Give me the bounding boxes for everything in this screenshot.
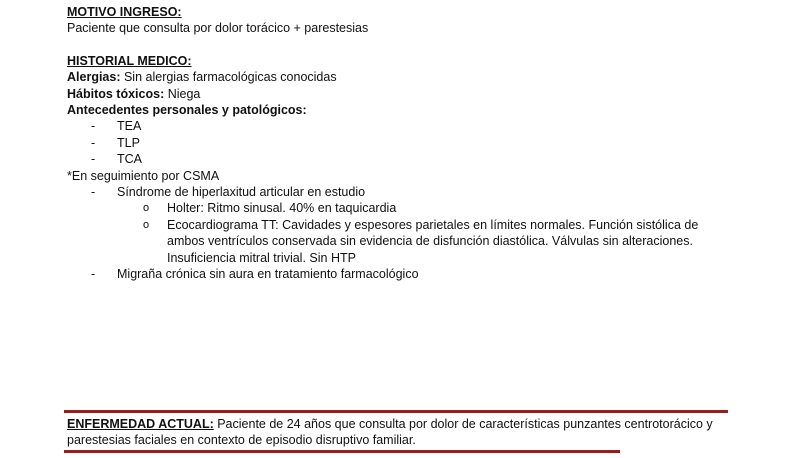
spacer (67, 37, 787, 53)
circle-bullet: o (143, 202, 150, 215)
antecedente-tlp: TLP (117, 135, 140, 150)
list-item (67, 200, 787, 216)
migrana-text: Migraña crónica sin aura en tratamiento farmacológico (117, 267, 419, 282)
antecedentes-list (67, 118, 787, 167)
habitos-line (67, 86, 787, 102)
habitos-label: Hábitos tóxicos: (67, 86, 165, 101)
historial-heading: HISTORIAL MEDICO: (67, 53, 192, 68)
antecedente-tea: TEA (117, 119, 142, 134)
list-item (67, 266, 787, 282)
alergias-line (67, 69, 787, 85)
antecedentes-label: Antecedentes personales y patológicos: (67, 103, 307, 118)
sindrome-text: Síndrome de hiperlaxitud articular en estudio (117, 185, 366, 200)
holter-text: Holter: Ritmo sinusal. 40% en taquicardia (167, 201, 397, 216)
migrana-list (67, 266, 787, 282)
csma-list (67, 184, 787, 200)
dash-bullet: - (91, 267, 96, 282)
list-item (67, 118, 787, 134)
enfermedad-text: Paciente de 24 años que consulta por dolor de características punzantes centrotorácico y parestesias faciales en contexto de episodio disruptivo familiar. (67, 417, 713, 448)
enfermedad-actual-paragraph (67, 416, 747, 449)
alergias-value: Sin alergias farmacológicas conocidas (120, 70, 337, 85)
antecedente-tca: TCA (117, 152, 142, 167)
dash-bullet: - (91, 135, 96, 150)
habitos-value: Niega (164, 86, 201, 101)
motivo-heading: MOTIVO INGRESO: (67, 5, 182, 19)
section-divider-top (64, 410, 728, 413)
dash-bullet: - (91, 185, 96, 200)
dash-bullet: - (91, 119, 96, 134)
sindrome-sublist (67, 200, 787, 266)
ecocardiograma-text: Ecocardiograma TT: Cavidades y espesores parietales en límites normales. Función sistólica de ambos ventrículos conservada sin evidencia de disfunción diastólica. Válvulas sin alteraciones. Insuficiencia mitral trivial. Sin HTP (167, 217, 699, 265)
seguimiento-line: *En seguimiento por CSMA (67, 168, 220, 183)
list-item (67, 151, 787, 167)
dash-bullet: - (91, 152, 96, 167)
list-item (67, 135, 787, 151)
clinical-document (67, 4, 787, 283)
list-item (67, 217, 727, 266)
motivo-text: Paciente que consulta por dolor torácico + parestesias (67, 21, 369, 36)
enfermedad-heading: ENFERMEDAD ACTUAL: (67, 417, 214, 431)
alergias-label: Alergias: (67, 70, 121, 85)
circle-bullet: o (143, 218, 150, 231)
list-item (67, 184, 787, 200)
section-divider-bottom (64, 450, 620, 453)
